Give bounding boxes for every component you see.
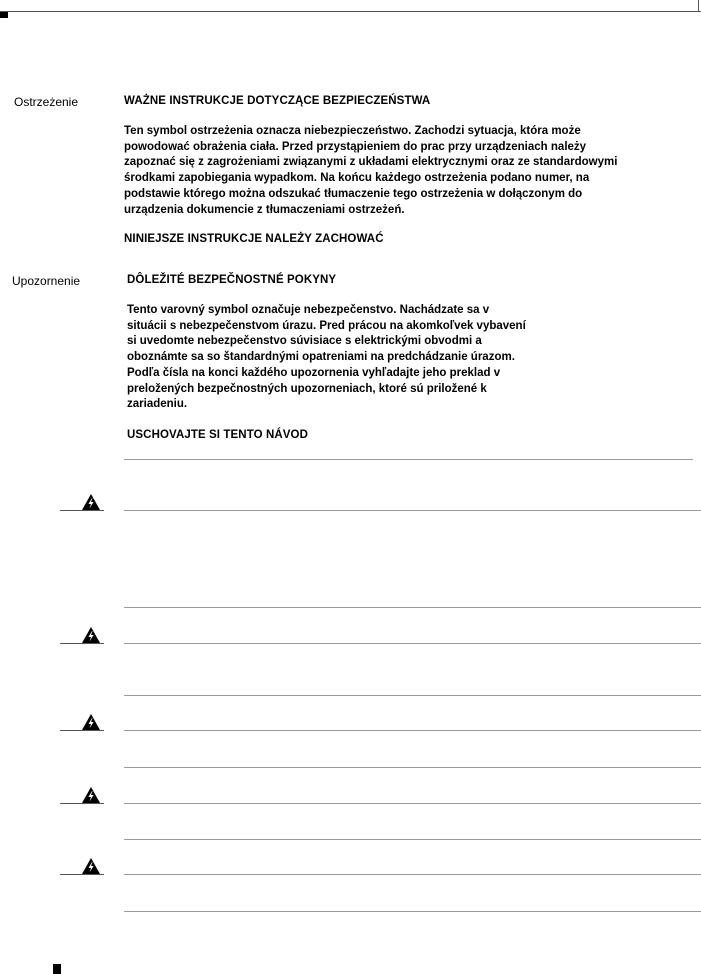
body-line: Tento varovný symbol označuje nebezpečenstvo. Nachádzate sa v xyxy=(127,304,490,316)
warning-rule xyxy=(124,874,701,875)
warning-icon-underline xyxy=(60,874,104,875)
body-line: si uvedomte nebezpečenstvo súvisiace s elektrickými obvodmi a xyxy=(127,335,482,348)
section-label-ostrzezenie: Ostrzeżenie xyxy=(14,95,79,109)
warning-rule xyxy=(124,607,701,608)
top-right-corner-mark xyxy=(698,0,699,12)
body-line: oboznámte sa so štandardnými opatreniami na predchádzanie úrazom. xyxy=(127,351,515,364)
electrical-hazard-warning-icon xyxy=(81,626,101,644)
body-line: preložených bezpečnostných upozorneniach, ktoré sú priložené k xyxy=(127,382,487,395)
section-footer-polish: NINIEJSZE INSTRUKCJE NALEŻY ZACHOWAĆ xyxy=(124,233,384,245)
electrical-hazard-warning-icon xyxy=(81,857,101,875)
body-line: urządzenia dokumencie z tłumaczeniami ostrzeżeń. xyxy=(124,203,405,216)
warning-rule xyxy=(124,643,701,644)
warning-icon-underline xyxy=(60,643,104,644)
warning-icon-underline xyxy=(60,803,104,804)
top-left-page-marker xyxy=(0,12,8,18)
body-line: Podľa čísla na konci každého upozornenia vyhľadajte jeho preklad v xyxy=(127,366,501,379)
section-footer-slovak: USCHOVAJTE SI TENTO NÁVOD xyxy=(127,429,308,441)
warning-rule xyxy=(124,911,701,912)
body-line: powodować obrażenia ciała. Przed przystąpieniem do prac przy urządzeniach należy xyxy=(124,140,587,153)
section-body-polish xyxy=(124,124,694,218)
section-label-upozornenie: Upozornenie xyxy=(12,274,81,288)
section-body-slovak xyxy=(127,303,687,413)
body-line: zapoznać się z zagrożeniami związanymi z układami elektrycznymi oraz ze standardowymi xyxy=(124,156,618,169)
warning-rule xyxy=(124,803,701,804)
electrical-hazard-warning-icon xyxy=(81,493,101,511)
warning-rule xyxy=(124,839,701,840)
section-heading-polish: WAŻNE INSTRUKCJE DOTYCZĄCE BEZPIECZEŃSTWA xyxy=(124,95,431,107)
body-line: situácii s nebezpečenstvom úrazu. Pred prácou na akomkoľvek vybavení xyxy=(127,319,526,332)
warning-icon-underline xyxy=(60,510,104,511)
section-heading-slovak: DÔLEŽITÉ BEZPEČNOSTNÉ POKYNY xyxy=(127,274,337,286)
warning-rule xyxy=(124,510,701,511)
warning-rule xyxy=(124,767,701,768)
electrical-hazard-warning-icon xyxy=(81,713,101,731)
body-line: zariadeniu. xyxy=(127,398,188,411)
electrical-hazard-warning-icon xyxy=(81,786,101,804)
body-line: podstawie którego można odszukać tłumaczenie tego ostrzeżenia w dołączonym do xyxy=(124,187,583,200)
body-line: środkami zapobiegania wypadkom. Na końcu każdego ostrzeżenia podano numer, na xyxy=(124,172,590,185)
warning-rule xyxy=(124,695,701,696)
warning-rule xyxy=(124,730,701,731)
warning-icon-underline xyxy=(60,730,104,731)
body-line: Ten symbol ostrzeżenia oznacza niebezpieczeństwo. Zachodzi sytuacja, która może xyxy=(124,125,581,137)
bottom-left-page-marker xyxy=(53,964,61,974)
section-separator xyxy=(124,459,693,460)
top-page-rule xyxy=(0,11,701,12)
